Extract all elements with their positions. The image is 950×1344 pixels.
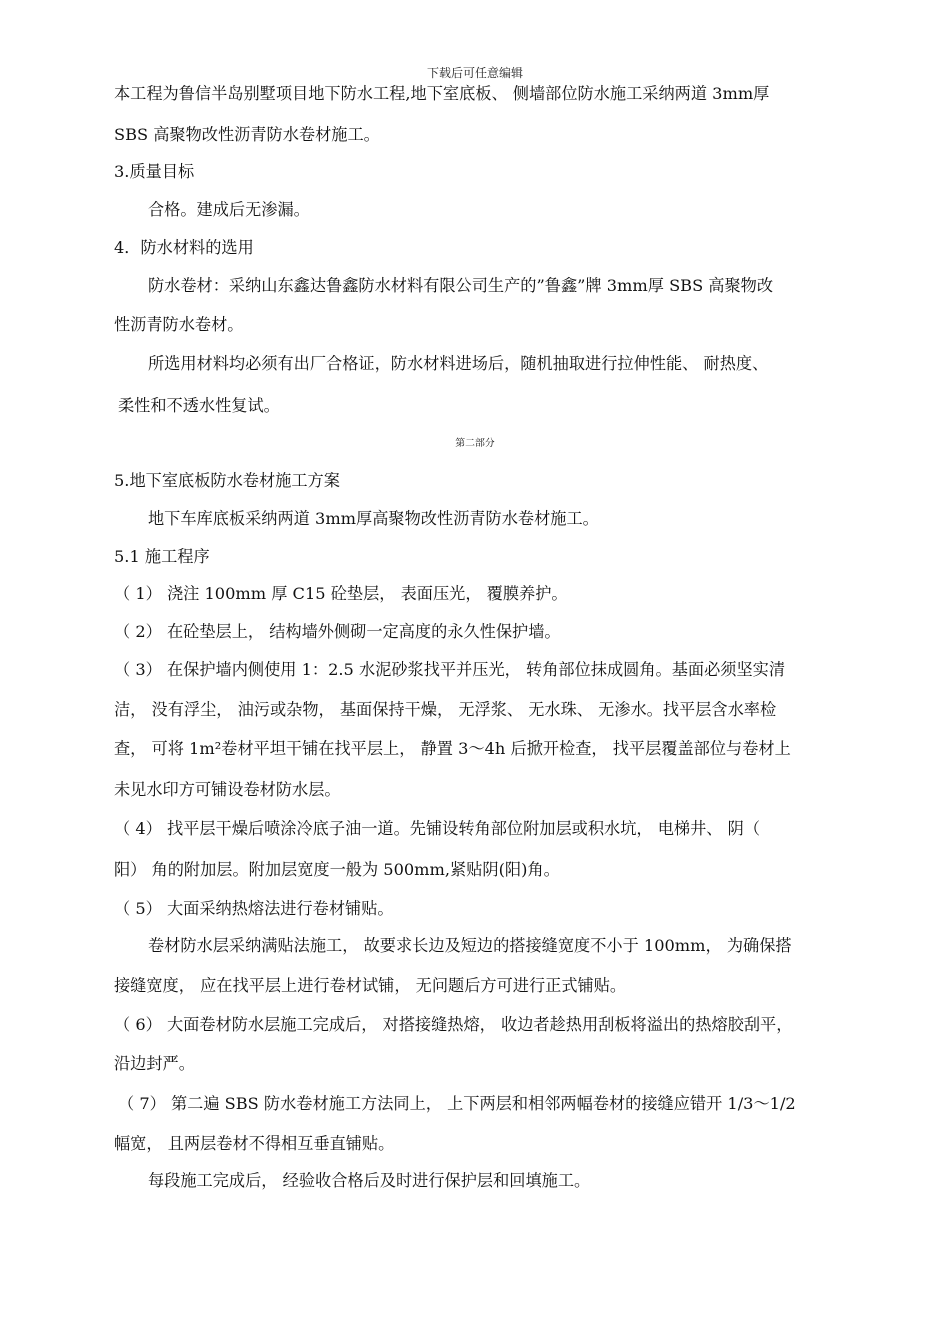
text-line: 卷材防水层采纳满贴法施工， 故要求长边及短边的搭接缝宽度不小于 100mm， 为确保搭 — [148, 936, 792, 955]
text-line: 每段施工完成后， 经验收合格后及时进行保护层和回填施工。 — [148, 1171, 591, 1190]
text-line: 地下车库底板采纳两道 3mm厚高聚物改性沥青防水卷材施工。 — [148, 509, 599, 528]
section-heading: 4．防水材料的选用 — [114, 238, 254, 257]
text-line: 未见水印方可铺设卷材防水层。 — [114, 780, 341, 799]
list-item: （ 2） 在砼垫层上， 结构墙外侧砌一定高度的永久性保护墙。 — [114, 622, 561, 641]
list-item: （ 6） 大面卷材防水层施工完成后， 对搭接缝热熔， 收边者趁热用刮板将溢出的热熔胶刮平， — [114, 1015, 793, 1034]
text-line: 洁， 没有浮尘， 油污或杂物， 基面保持干燥， 无浮浆、 无水珠、 无渗水。找平层含水率检 — [114, 700, 777, 719]
text-line: 查， 可将 1m²卷材平坦干铺在找平层上， 静置 3～4h 后掀开检查， 找平层覆盖部位与卷材上 — [114, 739, 791, 758]
text-line: 柔性和不透水性复试。 — [118, 396, 280, 415]
page-header: 下载后可任意编辑 — [426, 66, 523, 80]
list-item: （ 1） 浇注 100mm 厚 C15 砼垫层， 表面压光， 覆膜养护。 — [114, 584, 568, 603]
list-item: （ 7） 第二遍 SBS 防水卷材施工方法同上， 上下两层和相邻两幅卷材的接缝应错开 1/3～1/2 — [118, 1094, 796, 1113]
section-heading: 5.地下室底板防水卷材施工方案 — [114, 471, 340, 490]
text-line: 本工程为鲁信半岛别墅项目地下防水工程,地下室底板、 侧墙部位防水施工采纳两道 3mm厚 — [114, 84, 770, 103]
text-line: 幅宽， 且两层卷材不得相互垂直铺贴。 — [114, 1134, 395, 1153]
part-title: 第二部分 — [455, 438, 495, 449]
text-line: 所选用材料均必须有出厂合格证，防水材料进场后，随机抽取进行拉伸性能、 耐热度、 — [148, 354, 769, 373]
list-item: （ 5） 大面采纳热熔法进行卷材铺贴。 — [114, 899, 394, 918]
section-heading: 5.1 施工程序 — [114, 547, 210, 566]
text-line: SBS 高聚物改性沥青防水卷材施工。 — [114, 125, 380, 144]
list-item: （ 4） 找平层干燥后喷涂冷底子油一道。先铺设转角部位附加层或积水坑， 电梯井、 阴（ — [114, 819, 761, 838]
text-line: 阳） 角的附加层。附加层宽度一般为 500mm,紧贴阴(阳)角。 — [114, 860, 560, 879]
text-line: 接缝宽度， 应在找平层上进行卷材试铺， 无问题后方可进行正式铺贴。 — [114, 976, 627, 995]
text-line: 防水卷材：采纳山东鑫达鲁鑫防水材料有限公司生产的”鲁鑫”牌 3mm厚 SBS 高聚物改 — [148, 276, 774, 295]
text-line: 合格。建成后无渗漏。 — [148, 200, 310, 219]
text-line: 性沥青防水卷材。 — [114, 315, 244, 334]
text-line: 沿边封严。 — [114, 1054, 195, 1073]
list-item: （ 3） 在保护墙内侧使用 1：2.5 水泥砂浆找平并压光， 转角部位抹成圆角。基面必须坚实清 — [114, 660, 786, 679]
section-heading: 3.质量目标 — [114, 162, 195, 181]
